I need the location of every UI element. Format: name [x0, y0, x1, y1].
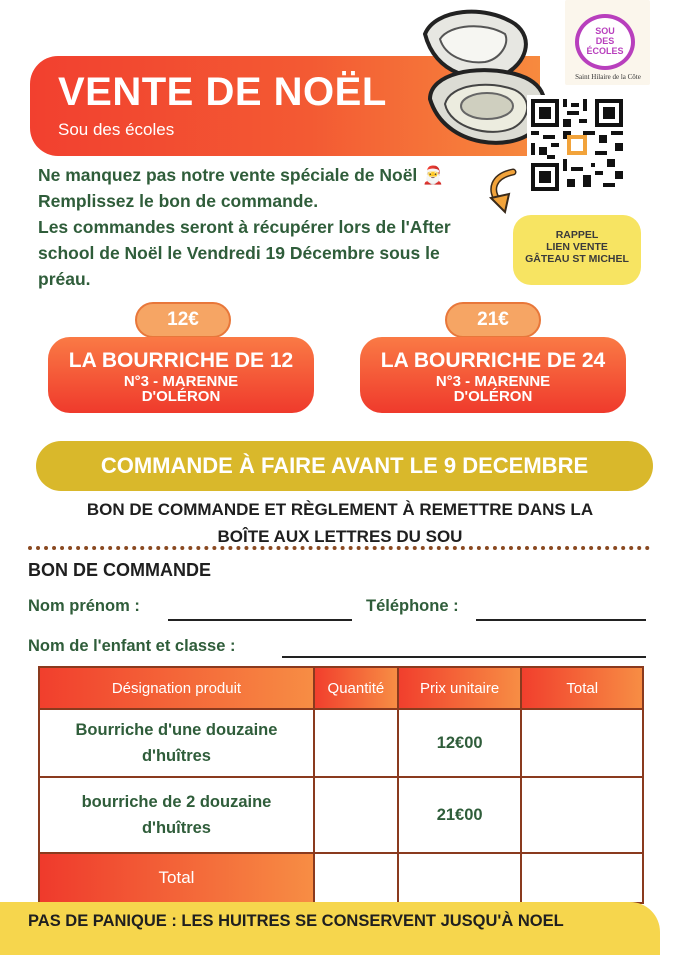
- logo-caption: Saint Hilaire de la Côte: [575, 73, 641, 81]
- quantity-cell[interactable]: [314, 709, 398, 777]
- unit-price-cell: 12€00: [398, 709, 522, 777]
- product-card-24: [360, 337, 626, 413]
- product-origin: [360, 374, 626, 404]
- name-label: Nom prénom :: [28, 597, 140, 615]
- page-title: VENTE DE NOËL: [58, 70, 387, 114]
- column-header-unit-price: Prix unitaire: [398, 667, 522, 709]
- reminder-line: GÂTEAU ST MICHEL: [525, 253, 629, 265]
- intro-line: Les commandes seront à récupérer lors de l'After: [38, 217, 451, 237]
- name-field[interactable]: [168, 619, 352, 621]
- total-quantity-cell[interactable]: [314, 853, 398, 903]
- product-origin-line: D'OLÉRON: [453, 388, 533, 405]
- grand-total-cell[interactable]: [521, 853, 643, 903]
- phone-label: Téléphone :: [366, 597, 459, 615]
- intro-line: préau.: [38, 269, 91, 289]
- quantity-cell[interactable]: [314, 777, 398, 853]
- total-label: Total: [39, 853, 314, 903]
- total-unit-price-cell[interactable]: [398, 853, 522, 903]
- product-origin-line: N°3 - MARENNE: [435, 373, 551, 390]
- designation-cell: [39, 777, 314, 853]
- intro-text: [38, 162, 508, 292]
- intro-line: Ne manquez pas notre vente spéciale de Noël 🎅: [38, 165, 444, 185]
- reminder-line: LIEN VENTE: [546, 241, 608, 253]
- unit-price-cell: 21€00: [398, 777, 522, 853]
- intro-line: Remplissez le bon de commande.: [38, 191, 319, 211]
- product-origin: [48, 374, 314, 404]
- table-row: [39, 709, 643, 777]
- dotted-divider: [28, 546, 650, 550]
- column-header-total: Total: [521, 667, 643, 709]
- product-title: LA BOURRICHE DE 24: [380, 349, 606, 372]
- reminder-line: RAPPEL: [555, 229, 599, 241]
- column-header-quantity: Quantité: [314, 667, 398, 709]
- total-cell[interactable]: [521, 709, 643, 777]
- logo-line1: SOU: [595, 26, 615, 36]
- price-badge-12: 12€: [135, 302, 231, 338]
- form-title: BON DE COMMANDE: [28, 560, 211, 580]
- notice-line: BON DE COMMANDE ET RÈGLEMENT À REMETTRE DANS LA: [86, 500, 594, 519]
- product-title: LA BOURRICHE DE 12: [68, 349, 294, 372]
- page-subtitle: Sou des écoles: [58, 120, 175, 139]
- reminder-link[interactable]: [513, 215, 641, 285]
- designation-line: Bourriche d'une douzaine: [75, 721, 278, 739]
- logo-line2: DES: [595, 36, 615, 46]
- table-header-row: [39, 667, 643, 709]
- table-row: [39, 777, 643, 853]
- phone-field[interactable]: [476, 619, 646, 621]
- product-card-12: [48, 337, 314, 413]
- footer-text: PAS DE PANIQUE : LES HUITRES SE CONSERVENT JUSQU'À NOEL: [28, 912, 564, 930]
- order-table: [38, 666, 644, 904]
- curved-arrow-icon: [483, 168, 523, 218]
- child-label: Nom de l'enfant et classe :: [28, 637, 236, 655]
- designation-line: d'huîtres: [141, 819, 211, 837]
- table-total-row: [39, 853, 643, 903]
- logo-line3: ÉCOLES: [586, 46, 624, 56]
- total-cell[interactable]: [521, 777, 643, 853]
- deadline-banner: COMMANDE À FAIRE AVANT LE 9 DECEMBRE: [36, 441, 653, 491]
- notice-line: BOÎTE AUX LETTRES DU SOU: [217, 527, 463, 546]
- column-header-designation: Désignation produit: [39, 667, 314, 709]
- intro-line: school de Noël le Vendredi 19 Décembre sous le: [38, 243, 440, 263]
- qr-code[interactable]: [527, 95, 627, 195]
- logo: [580, 26, 630, 56]
- designation-line: bourriche de 2 douzaine: [81, 793, 272, 811]
- product-origin-line: D'OLÉRON: [141, 388, 221, 405]
- product-origin-line: N°3 - MARENNE: [123, 373, 239, 390]
- price-badge-24: 21€: [445, 302, 541, 338]
- designation-line: d'huîtres: [141, 747, 211, 765]
- child-field[interactable]: [282, 656, 646, 658]
- submission-notice: [30, 496, 650, 550]
- designation-cell: [39, 709, 314, 777]
